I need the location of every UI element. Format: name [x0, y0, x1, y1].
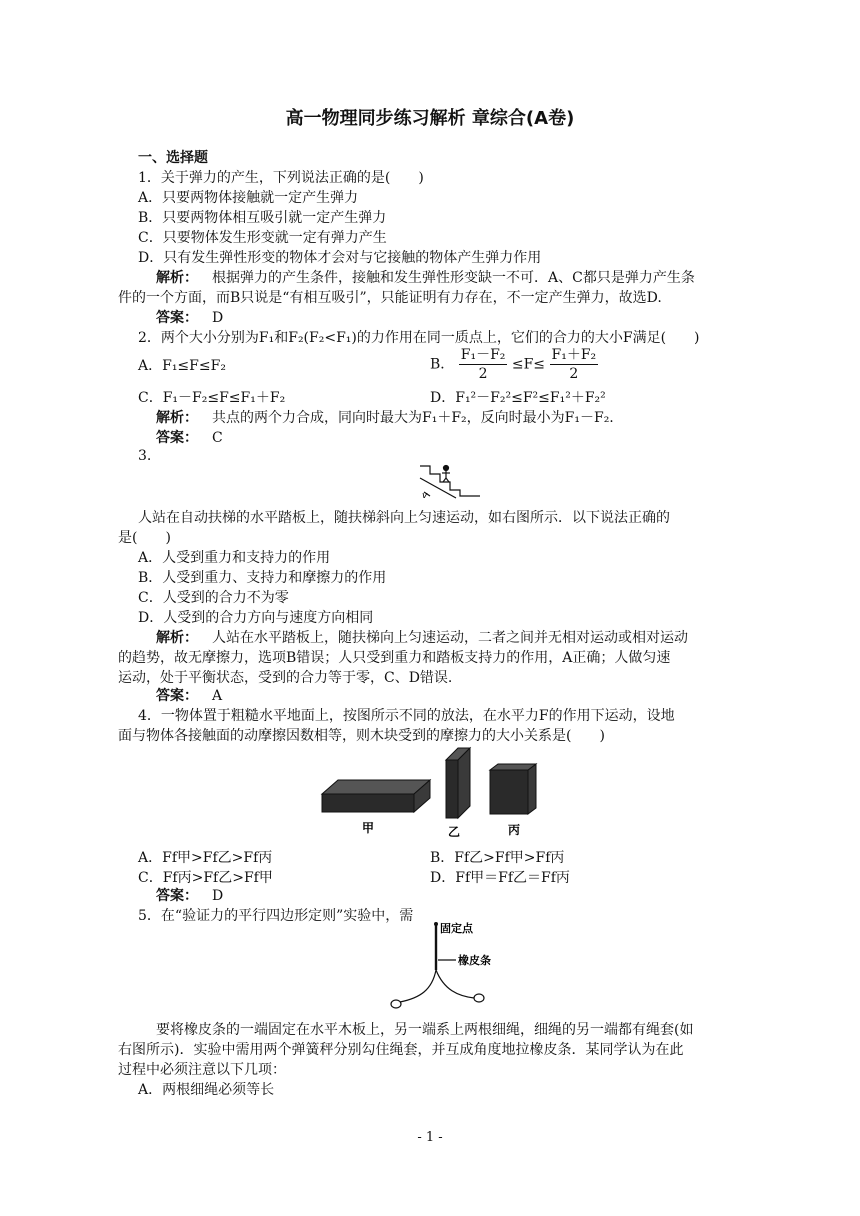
escalator-steps — [420, 466, 480, 496]
answer-label: 答案： — [156, 430, 198, 446]
q2-fraction-2-denominator: 2 — [569, 366, 579, 382]
page-title: 高一物理同步练习解析 章综合(A卷) — [285, 108, 575, 129]
q2-fraction-2-numerator: F₁＋F₂ — [551, 347, 597, 363]
q4-option-d: D．Ff甲＝Ff乙＝Ff丙 — [430, 870, 570, 886]
q1-option-d: D．只有发生弹性形变的物体才会对与它接触的物体产生弹力作用 — [138, 250, 542, 266]
q1-analysis-line-2: 件的一个方面，而B只说是“有相互吸引”，只能证明有力存在，不一定产生弹力，故选D. — [118, 290, 662, 306]
q1-option-a: A．只要两物体接触就一定产生弹力 — [138, 190, 359, 206]
q4-option-c: C．Ff丙>Ff乙>Ff甲 — [138, 870, 273, 886]
loop-left — [391, 1000, 401, 1008]
q2-fraction-1 — [459, 346, 508, 383]
q2-analysis — [156, 408, 614, 428]
q3-analysis — [156, 628, 688, 648]
q1-answer-value: D — [212, 310, 224, 326]
q5-option-a: A．两根细绳必须等长 — [138, 1082, 275, 1098]
block-jia-front — [322, 794, 414, 812]
q1-analysis-line-1: 根据弹力的产生条件，接触和发生弹性形变缺一不可．A、C都只是弹力产生条 — [212, 270, 695, 286]
q2-fraction-2 — [550, 346, 599, 383]
q3-answer — [156, 686, 222, 706]
fixed-point — [434, 922, 438, 926]
answer-label: 答案： — [156, 888, 198, 904]
fig-label-jia: 甲 — [362, 821, 375, 835]
answer-label: 答案： — [156, 688, 198, 704]
q3-stem-line-1: 人站在自动扶梯的水平踏板上，随扶梯斜向上匀速运动，如右图所示．以下说法正确的 — [138, 510, 670, 526]
q1-stem: 1．关于弹力的产生，下列说法正确的是( ) — [138, 170, 424, 186]
person-leg-right — [446, 478, 449, 482]
q2-option-b-middle: ≤F≤ — [511, 356, 546, 373]
q3-option-d: D．人受到的合力方向与速度方向相同 — [138, 610, 374, 626]
q3-analysis-line-1: 人站在水平踏板上，随扶梯向上匀速运动，二者之间并无相对运动或相对运动 — [212, 630, 688, 646]
q3-stem-line-2: 是( ) — [118, 530, 171, 546]
page-number: - 1 - — [417, 1130, 443, 1145]
answer-label: 答案： — [156, 310, 198, 326]
q2-option-b-prefix: B． — [430, 356, 455, 373]
escalator-figure — [416, 462, 484, 500]
loop-right — [474, 994, 484, 1002]
q2-analysis-line-1: 共点的两个力合成，同向时最大为F₁＋F₂，反向时最小为F₁－F₂. — [212, 410, 614, 426]
string-left — [400, 970, 436, 1002]
q1-option-b: B．只要两物体相互吸引就一定产生弹力 — [138, 210, 387, 226]
q4-option-a: A．Ff甲>Ff乙>Ff丙 — [138, 850, 273, 866]
string-right — [436, 970, 474, 998]
q4-option-b: B．Ff乙>Ff甲>Ff丙 — [430, 850, 565, 866]
section-heading: 一、选择题 — [138, 150, 208, 166]
block-bing-top — [490, 764, 536, 770]
q1-option-c: C．只要物体发生形变就一定有弹力产生 — [138, 230, 387, 246]
q3-option-c: C．人受到的合力不为零 — [138, 590, 289, 606]
q2-stem: 2．两个大小分别为F₁和F₂(F₂<F₁)的力作用在同一质点上，它们的合力的大小F满足( ) — [138, 330, 700, 346]
q3-option-a: A．人受到重力和支持力的作用 — [138, 550, 331, 566]
q2-fraction-1-denominator: 2 — [478, 366, 488, 382]
q2-fraction-1-numerator: F₁－F₂ — [460, 347, 506, 363]
analysis-label: 解析： — [156, 630, 198, 646]
q2-answer — [156, 428, 223, 448]
rubber-band-figure — [386, 920, 526, 1010]
block-yi-side — [458, 748, 470, 818]
q3-option-b: B．人受到重力、支持力和摩擦力的作用 — [138, 570, 387, 586]
velocity-label: v — [422, 491, 428, 500]
rubber-band-label: 橡皮条 — [458, 954, 491, 967]
block-bing-side — [528, 764, 536, 814]
q2-option-d: D．F₁²－F₂²≤F²≤F₁²＋F₂² — [430, 390, 606, 406]
q4-stem-line-2: 面与物体各接触面的动摩擦因数相等，则木块受到的摩擦力的大小关系是( ) — [118, 728, 605, 744]
q2-answer-value: C — [212, 430, 223, 446]
q5-text-line-3: 过程中必须注意以下几项： — [118, 1062, 286, 1078]
q2-option-b — [430, 346, 598, 383]
q1-answer — [156, 308, 223, 328]
fig-label-yi: 乙 — [448, 825, 461, 839]
fixed-point-label: 固定点 — [440, 922, 473, 935]
person-leg-left — [443, 478, 446, 482]
q3-answer-value: A — [212, 688, 223, 704]
q2-option-c: C．F₁－F₂≤F≤F₁＋F₂ — [138, 390, 286, 406]
q4-answer-value: D — [212, 888, 224, 904]
fig-label-bing: 丙 — [508, 823, 521, 837]
q4-answer — [156, 886, 223, 906]
block-bing-front — [490, 770, 528, 814]
analysis-label: 解析： — [156, 410, 198, 426]
q2-option-a: A．F₁≤F≤F₂ — [138, 358, 226, 374]
q5-text-line-2: 右图所示)．实验中需用两个弹簧秤分别勾住绳套，并互成角度地拉橡皮条．某同学认为在此 — [118, 1042, 684, 1058]
q4-stem-line-1: 4．一物体置于粗糙水平地面上，按图所示不同的放法，在水平力F的作用下运动，设地 — [138, 708, 675, 724]
block-yi-front — [446, 760, 458, 818]
blocks-figure — [318, 744, 568, 844]
person-head — [444, 466, 449, 471]
block-jia-top — [322, 780, 430, 794]
q5-stem: 5．在“验证力的平行四边形定则”实验中，需 — [138, 908, 414, 924]
q1-analysis — [156, 268, 695, 288]
q3-analysis-line-2: 的趋势，故无摩擦力，选项B错误；人只受到重力和踏板支持力的作用，A正确；人做匀速 — [118, 650, 671, 666]
q3-number: 3. — [138, 448, 152, 464]
analysis-label: 解析： — [156, 270, 198, 286]
q5-text-line-1: 要将橡皮条的一端固定在水平木板上，另一端系上两根细绳，细绳的另一端都有绳套(如 — [156, 1022, 694, 1038]
q3-analysis-line-3: 运动，处于平衡状态，受到的合力等于零，C、D错误. — [118, 670, 453, 686]
